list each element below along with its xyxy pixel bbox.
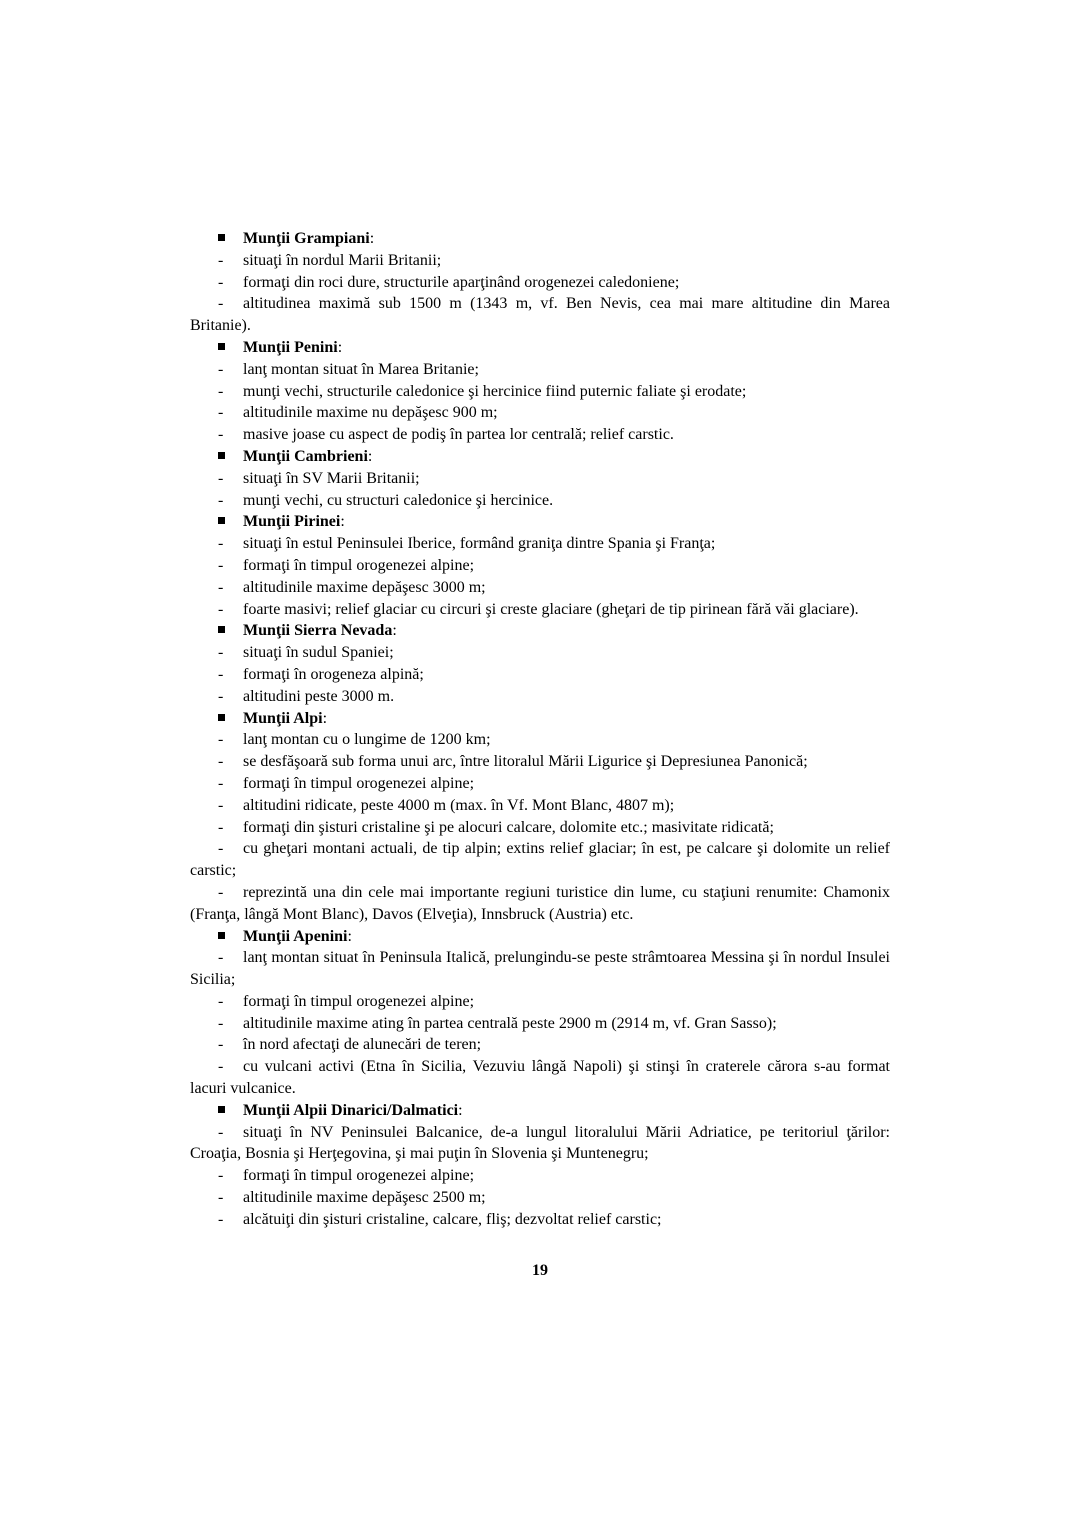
list-item [190,795,890,817]
list-item [190,599,890,621]
list-item-text: altitudini peste 3000 m. [243,687,395,705]
list-item-text: cu gheţari montani actuali, de tip alpin; extins relief glaciar; în est, pe calcare şi dolomite un relief carstic; [190,840,890,880]
dash-bullet-icon: - [218,1167,224,1185]
dash-bullet-icon: - [218,578,224,596]
list-item [190,1056,890,1100]
section-title: Munţii Sierra Nevada [243,622,393,640]
list-item [190,424,890,446]
list-item [190,1165,890,1187]
dash-bullet-icon: - [218,404,224,422]
list-item-text: formaţi în timpul orogenezei alpine; [243,556,475,574]
list-item [190,751,890,773]
list-item-text: cu vulcani activi (Etna în Sicilia, Vezuviu lângă Napoli) şi stinşi în craterele cărora s-au format lacuri vulcanice. [190,1058,890,1098]
square-bullet-icon [218,337,243,359]
dash-bullet-icon: - [218,1210,224,1228]
list-item [190,642,890,664]
list-item [190,773,890,795]
square-bullet-icon [218,511,243,533]
list-item-text: formaţi în timpul orogenezei alpine; [243,992,475,1010]
list-item-text: munţi vechi, structurile caledonice şi hercinice fiind puternic faliate şi erodate; [243,382,747,400]
dash-bullet-icon: - [218,644,224,662]
section-title: Munţii Penini [243,338,338,356]
list-item [190,490,890,512]
dash-bullet-icon: - [218,665,224,683]
list-item-text: formaţi din roci dure, structurile aparţinând orogenezei caledoniene; [243,273,680,291]
dash-bullet-icon: - [218,360,224,378]
square-bullet-glyph [218,234,225,241]
section-title: Munţii Pirinei [243,513,341,531]
square-bullet-icon [218,926,243,948]
section-title: Munţii Alpi [243,709,323,727]
dash-bullet-icon: - [218,883,224,901]
document-content [190,228,890,1231]
list-item-text: munţi vechi, cu structuri caledonice şi hercinice. [243,491,554,509]
dash-bullet-icon: - [218,731,224,749]
section-title: Munţii Apenini [243,927,348,945]
list-item-text: situaţi în nordul Marii Britanii; [243,251,442,269]
heading-colon: : [340,513,345,531]
list-item [190,381,890,403]
list-item-text: lanţ montan situat în Peninsula Italică, prelungindu-se peste strâmtoarea Messina şi în nordul Insulei Sicilia; [190,949,890,989]
section-title: Munţii Grampiani [243,230,370,247]
list-item [190,1187,890,1209]
list-item [190,402,890,424]
square-bullet-icon [218,620,243,642]
list-item-text: altitudinea maximă sub 1500 m (1343 m, vf. Ben Nevis, cea mai mare altitudine din Marea Britanie). [190,295,890,335]
dash-bullet-icon: - [218,687,224,705]
list-item-text: altitudini ridicate, peste 4000 m (max. în Vf. Mont Blanc, 4807 m); [243,796,675,814]
section-heading [190,446,890,468]
list-item [190,838,890,882]
list-item [190,729,890,751]
dash-bullet-icon: - [218,796,224,814]
section-heading [190,926,890,948]
list-item-text: lanţ montan situat în Marea Britanie; [243,360,479,378]
square-bullet-icon [218,1100,243,1122]
section-heading [190,708,890,730]
list-item-text: formaţi în timpul orogenezei alpine; [243,1167,475,1185]
list-item [190,533,890,555]
dash-bullet-icon: - [218,600,224,618]
section-title: Munţii Cambrieni [243,447,368,465]
section-heading [190,620,890,642]
heading-colon: : [367,447,373,465]
section-heading [190,228,890,250]
square-bullet-glyph [218,714,225,721]
list-item-text: în nord afectaţi de alunecări de teren; [243,1036,482,1054]
heading-colon: : [369,230,375,247]
square-bullet-glyph [218,932,225,939]
list-item [190,359,890,381]
dash-bullet-icon: - [218,469,224,487]
list-item-text: formaţi din şisturi cristaline şi pe alocuri calcare, dolomite etc.; masivitate ridicată; [243,818,774,836]
dash-bullet-icon: - [218,273,224,291]
dash-bullet-icon: - [218,840,224,858]
list-item-text: altitudinile maxime depăşesc 3000 m; [243,578,486,596]
list-item [190,882,890,926]
list-item [190,1034,890,1056]
list-item [190,468,890,490]
section-heading [190,1100,890,1122]
dash-bullet-icon: - [218,535,224,553]
page-number: 19 [532,1262,548,1279]
heading-colon: : [458,1101,463,1119]
square-bullet-icon [218,708,243,730]
dash-bullet-icon: - [218,992,224,1010]
list-item [190,947,890,991]
list-item-text: formaţi în orogeneza alpină; [243,665,424,683]
square-bullet-glyph [218,1106,225,1113]
list-item-text: masive joase cu aspect de podiş în partea lor centrală; relief carstic. [243,426,674,444]
square-bullet-glyph [218,517,225,524]
list-item-text: situaţi în NV Peninsulei Balcanice, de-a lungul litoralului Mării Adriatice, pe teritoriul ţărilor: Croaţia, Bosnia şi Herţegovina, şi mai puţin în Slovenia şi Muntenegru; [190,1123,890,1163]
list-item-text: situaţi în sudul Spaniei; [243,644,394,662]
dash-bullet-icon: - [218,949,224,967]
list-item-text: reprezintă una din cele mai importante regiuni turistice din lume, cu staţiuni renumite: Chamonix (Franţa, lângă Mont Blanc), Davos (Elveţia), Innsbruck (Austria) etc. [190,883,890,923]
dash-bullet-icon: - [218,1058,224,1076]
list-item-text: situaţi în estul Peninsulei Iberice, formând graniţa dintre Spania şi Franţa; [243,535,716,553]
list-item [190,1013,890,1035]
dash-bullet-icon: - [218,426,224,444]
section-title: Munţii Alpii Dinarici/Dalmatici [243,1101,459,1119]
list-item-text: altitudinile maxime depăşesc 2500 m; [243,1189,486,1207]
list-item [190,664,890,686]
list-item-text: se desfăşoară sub forma unui arc, între litoralul Mării Ligurice şi Depresiunea Panonică; [243,753,808,771]
dash-bullet-icon: - [218,1123,224,1141]
list-item-text: lanţ montan cu o lungime de 1200 km; [243,731,491,749]
square-bullet-glyph [218,343,225,350]
list-item [190,991,890,1013]
square-bullet-icon [218,446,243,468]
list-item-text: altitudinile maxime ating în partea centrală peste 2900 m (2914 m, vf. Gran Sasso); [243,1014,777,1032]
list-item [190,686,890,708]
list-item-text: alcătuiţi din şisturi cristaline, calcare, fliş; dezvoltat relief carstic; [243,1210,662,1228]
dash-bullet-icon: - [218,491,224,509]
list-item [190,817,890,839]
dash-bullet-icon: - [218,251,224,269]
list-item-text: altitudinile maxime nu depăşesc 900 m; [243,404,498,422]
dash-bullet-icon: - [218,774,224,792]
dash-bullet-icon: - [218,556,224,574]
list-item [190,577,890,599]
dash-bullet-icon: - [218,1189,224,1207]
section-heading [190,511,890,533]
dash-bullet-icon: - [218,753,224,771]
list-item-text: formaţi în timpul orogenezei alpine; [243,774,475,792]
dash-bullet-icon: - [218,818,224,836]
heading-colon: : [322,709,328,727]
heading-colon: : [347,927,352,945]
dash-bullet-icon: - [218,382,224,400]
section-heading [190,337,890,359]
dash-bullet-icon: - [218,295,224,313]
list-item-text: foarte masivi; relief glaciar cu circuri şi creste glaciare (gheţari de tip pirinean fără văi glaciare). [243,600,859,618]
square-bullet-glyph [218,452,225,459]
heading-colon: : [337,338,343,356]
dash-bullet-icon: - [218,1014,224,1032]
square-bullet-glyph [218,626,225,633]
dash-bullet-icon: - [218,1036,224,1054]
list-item [190,555,890,577]
list-item [190,250,890,272]
heading-colon: : [392,622,397,640]
list-item-text: situaţi în SV Marii Britanii; [243,469,420,487]
list-item [190,272,890,294]
square-bullet-icon [218,228,243,250]
list-item [190,293,890,337]
list-item [190,1122,890,1166]
list-item [190,1209,890,1231]
